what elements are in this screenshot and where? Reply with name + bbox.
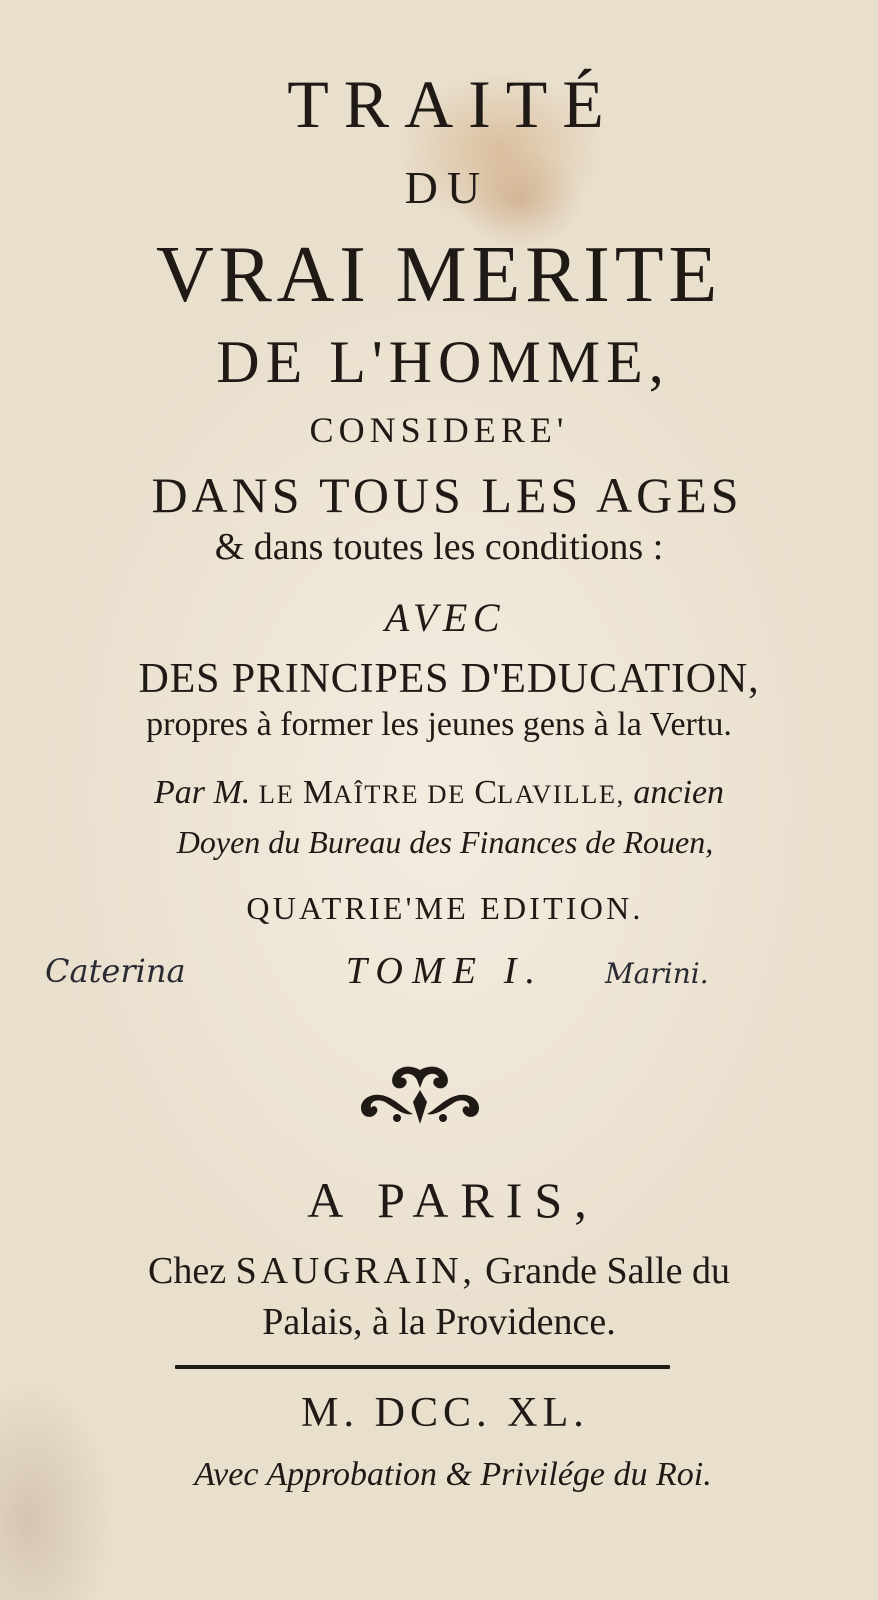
title-line-vrai-merite: VRAI MERITE bbox=[155, 231, 723, 319]
author-line bbox=[0, 776, 878, 810]
tome-line: TOME I. bbox=[345, 950, 545, 992]
handwritten-name-right: Marini. bbox=[605, 957, 709, 990]
year-line: M. DCC. XL. bbox=[301, 1390, 589, 1436]
author-c: C bbox=[474, 774, 498, 811]
author-aitre: AÎTRE DE bbox=[333, 779, 466, 809]
title-line-conditions: & dans toutes les conditions : bbox=[214, 526, 664, 568]
divider-rule bbox=[175, 1365, 670, 1369]
title-line-principes: DES PRINCIPES D'EDUCATION, bbox=[138, 656, 760, 702]
printer-ornament-icon bbox=[355, 1062, 485, 1132]
author-par: Par M. bbox=[153, 774, 251, 811]
title-line-considere: CONSIDERE' bbox=[309, 410, 569, 450]
place-line: A PARIS, bbox=[307, 1172, 599, 1228]
publisher-line-2: Palais, à la Providence. bbox=[262, 1301, 616, 1343]
author-m: M bbox=[302, 774, 334, 811]
title-line-avec: AVEC bbox=[384, 595, 506, 640]
handwritten-name-left: Caterina bbox=[45, 952, 186, 990]
author-ancien: ancien bbox=[633, 774, 725, 811]
title-line-traite: TRAITÉ bbox=[287, 66, 619, 142]
title-line-de-lhomme: DE L'HOMME, bbox=[216, 329, 670, 395]
author-line-2: Doyen du Bureau des Finances de Rouen, bbox=[176, 824, 714, 860]
edition-line: QUATRIE'ME EDITION. bbox=[246, 890, 644, 926]
author-le: LE bbox=[258, 779, 295, 809]
title-line-propres: propres à former les jeunes gens à la Vertu. bbox=[146, 706, 732, 743]
publisher-line bbox=[0, 1252, 878, 1290]
publisher-name: SAUGRAIN, bbox=[235, 1250, 476, 1292]
title-line-du: DU bbox=[404, 162, 490, 213]
author-laville: LAVILLE, bbox=[497, 779, 625, 809]
title-line-dans-tous: DANS TOUS LES AGES bbox=[151, 467, 743, 523]
publisher-chez: Chez bbox=[148, 1250, 227, 1292]
publisher-rest: Grande Salle du bbox=[485, 1250, 730, 1292]
approbation-line: Avec Approbation & Privilége du Roi. bbox=[194, 1456, 712, 1493]
